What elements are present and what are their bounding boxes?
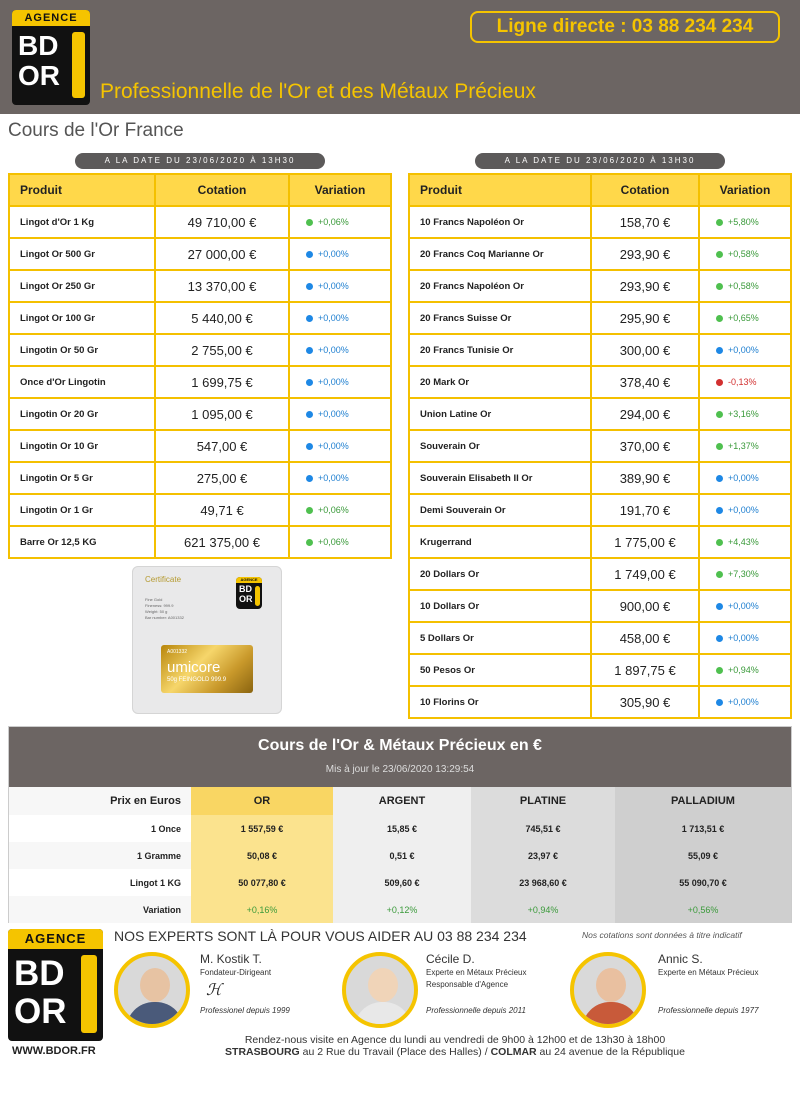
trend-dot-icon xyxy=(306,251,313,258)
logo-gold-bar xyxy=(81,955,97,1033)
product-variation: +0,58% xyxy=(728,249,759,259)
product-variation-cell xyxy=(289,526,391,558)
logo-bd-text: BD xyxy=(14,954,65,993)
price-row xyxy=(409,206,791,238)
header-banner xyxy=(0,0,800,114)
trend-dot-icon xyxy=(716,443,723,450)
product-variation: +0,58% xyxy=(728,281,759,291)
col-header-cotation: Cotation xyxy=(591,174,699,206)
product-name: 10 Francs Napoléon Or xyxy=(409,206,591,238)
metals-col-argent: ARGENT xyxy=(333,787,471,815)
product-variation-cell xyxy=(699,622,791,654)
product-name: Lingot d'Or 1 Kg xyxy=(9,206,155,238)
product-name: Lingotin Or 10 Gr xyxy=(9,430,155,462)
product-variation: +0,00% xyxy=(318,409,349,419)
product-price: 158,70 € xyxy=(591,206,699,238)
product-price: 1 749,00 € xyxy=(591,558,699,590)
price-palladium: 1 713,51 € xyxy=(615,815,791,842)
product-variation-cell xyxy=(699,494,791,526)
trend-dot-icon xyxy=(716,635,723,642)
trend-dot-icon xyxy=(716,507,723,514)
product-name: Souverain Or xyxy=(409,430,591,462)
product-price: 5 440,00 € xyxy=(155,302,289,334)
product-variation-cell xyxy=(699,654,791,686)
product-variation-cell xyxy=(289,270,391,302)
product-name: 10 Dollars Or xyxy=(409,590,591,622)
expert-avatar xyxy=(342,952,418,1028)
metals-col-palladium: PALLADIUM xyxy=(615,787,791,815)
row-label: 1 Once xyxy=(9,815,191,842)
city-strasbourg: STRASBOURG xyxy=(225,1046,300,1058)
trend-dot-icon xyxy=(306,379,313,386)
product-variation-cell xyxy=(699,462,791,494)
product-name: Krugerrand xyxy=(409,526,591,558)
price-row xyxy=(409,398,791,430)
trend-dot-icon xyxy=(306,283,313,290)
product-price: 389,90 € xyxy=(591,462,699,494)
expert-avatar xyxy=(570,952,646,1028)
trend-dot-icon xyxy=(716,603,723,610)
price-platine: 745,51 € xyxy=(471,815,615,842)
product-variation-cell xyxy=(699,558,791,590)
product-price: 13 370,00 € xyxy=(155,270,289,302)
col-header-variation: Variation xyxy=(289,174,391,206)
agency-addresses xyxy=(190,1046,720,1058)
product-variation: +0,94% xyxy=(728,665,759,675)
product-variation-cell xyxy=(699,206,791,238)
expert-role: Fondateur-Dirigeant xyxy=(200,968,272,977)
trend-dot-icon xyxy=(716,251,723,258)
product-price: 191,70 € xyxy=(591,494,699,526)
product-price: 621 375,00 € xyxy=(155,526,289,558)
price-row xyxy=(9,462,391,494)
bdor-mini-logo xyxy=(236,577,262,609)
product-price: 1 699,75 € xyxy=(155,366,289,398)
expert-since: Professionel depuis 1999 xyxy=(200,1006,290,1015)
product-variation: +0,00% xyxy=(318,377,349,387)
product-name: 20 Francs Suisse Or xyxy=(409,302,591,334)
expert-role-2: Responsable d'Agence xyxy=(426,980,509,989)
price-row xyxy=(409,238,791,270)
col-header-produit: Produit xyxy=(409,174,591,206)
trend-dot-icon xyxy=(716,379,723,386)
gold-ingot-image xyxy=(132,566,282,714)
spec-line: Fine Gold xyxy=(145,597,163,602)
product-price: 293,90 € xyxy=(591,238,699,270)
price-palladium: 55,09 € xyxy=(615,842,791,869)
address-colmar: au 24 avenue de la République xyxy=(536,1046,685,1058)
logo-or-text: OR xyxy=(18,60,60,91)
product-price: 293,90 € xyxy=(591,270,699,302)
spec-line: Fineness: 999.9 xyxy=(145,603,174,608)
col-header-variation: Variation xyxy=(699,174,791,206)
product-price: 294,00 € xyxy=(591,398,699,430)
product-price: 49 710,00 € xyxy=(155,206,289,238)
price-row xyxy=(409,654,791,686)
logo-agence-text: AGENCE xyxy=(236,577,262,583)
product-variation: +0,00% xyxy=(318,345,349,355)
product-name: Lingot Or 500 Gr xyxy=(9,238,155,270)
gold-bar xyxy=(161,645,253,693)
disclaimer: Nos cotations sont données à titre indicatif xyxy=(582,930,742,940)
trend-dot-icon xyxy=(306,347,313,354)
price-row xyxy=(9,430,391,462)
product-name: 5 Dollars Or xyxy=(409,622,591,654)
product-variation-cell xyxy=(699,686,791,718)
col-header-produit: Produit xyxy=(9,174,155,206)
price-row xyxy=(409,526,791,558)
metals-title: Cours de l'Or & Métaux Précieux en € xyxy=(258,737,542,754)
price-or: 1 557,59 € xyxy=(191,815,333,842)
bar-fineness: 50g FEINGOLD 999.9 xyxy=(167,677,227,683)
logo-gold-bar xyxy=(72,32,85,98)
expert-name: M. Kostik T. xyxy=(200,952,262,966)
product-price: 300,00 € xyxy=(591,334,699,366)
page-title: Cours de l'Or France xyxy=(8,120,184,141)
price-argent: 15,85 € xyxy=(333,815,471,842)
price-row xyxy=(409,494,791,526)
metals-col-or: OR xyxy=(191,787,333,815)
metals-col-platine: PLATINE xyxy=(471,787,615,815)
product-variation: +0,00% xyxy=(318,281,349,291)
product-variation: -0,13% xyxy=(728,377,757,387)
price-or: 50,08 € xyxy=(191,842,333,869)
price-or: 50 077,80 € xyxy=(191,869,333,896)
trend-dot-icon xyxy=(306,539,313,546)
logo-agence-text: AGENCE xyxy=(12,10,90,26)
spec-line: Weight: 50 g xyxy=(145,609,168,614)
product-variation: +0,00% xyxy=(728,473,759,483)
metals-row-lingot xyxy=(9,869,791,896)
price-row xyxy=(9,494,391,526)
variation-palladium: +0,56% xyxy=(615,896,791,923)
product-price: 1 095,00 € xyxy=(155,398,289,430)
product-price: 275,00 € xyxy=(155,462,289,494)
product-name: Souverain Elisabeth II Or xyxy=(409,462,591,494)
visit-info xyxy=(190,1034,720,1058)
logo-gold-bar xyxy=(255,586,260,606)
expert-avatar xyxy=(114,952,190,1028)
product-variation-cell xyxy=(289,238,391,270)
product-name: 20 Francs Napoléon Or xyxy=(409,270,591,302)
product-variation: +0,65% xyxy=(728,313,759,323)
product-variation: +7,30% xyxy=(728,569,759,579)
price-row xyxy=(409,270,791,302)
price-row xyxy=(9,270,391,302)
product-name: 20 Mark Or xyxy=(409,366,591,398)
metals-table xyxy=(9,787,791,923)
certificate-spec xyxy=(145,597,184,621)
product-variation-cell xyxy=(699,302,791,334)
col-header-cotation: Cotation xyxy=(155,174,289,206)
product-price: 27 000,00 € xyxy=(155,238,289,270)
expert-role: Experte en Métaux Précieux xyxy=(426,968,527,977)
certificate-label: Certificate xyxy=(145,575,182,584)
city-colmar: COLMAR xyxy=(490,1046,537,1058)
product-variation-cell xyxy=(699,398,791,430)
price-palladium: 55 090,70 € xyxy=(615,869,791,896)
phone-banner[interactable]: Ligne directe : 03 88 234 234 xyxy=(470,11,780,43)
row-label: Variation xyxy=(9,896,191,923)
variation-or: +0,16% xyxy=(191,896,333,923)
trend-dot-icon xyxy=(716,315,723,322)
product-variation: +3,16% xyxy=(728,409,759,419)
product-variation: +1,37% xyxy=(728,441,759,451)
product-variation: +0,00% xyxy=(318,313,349,323)
product-variation: +0,06% xyxy=(318,505,349,515)
metals-row-variation xyxy=(9,896,791,923)
metals-price-section xyxy=(8,726,792,923)
product-name: Once d'Or Lingotin xyxy=(9,366,155,398)
trend-dot-icon xyxy=(716,411,723,418)
product-variation-cell xyxy=(289,334,391,366)
bdor-logo[interactable] xyxy=(12,10,90,105)
trend-dot-icon xyxy=(716,571,723,578)
product-price: 900,00 € xyxy=(591,590,699,622)
product-variation: +0,06% xyxy=(318,537,349,547)
product-variation-cell xyxy=(289,206,391,238)
price-row xyxy=(9,366,391,398)
trend-dot-icon xyxy=(306,507,313,514)
trend-dot-icon xyxy=(716,475,723,482)
coin-price-table xyxy=(408,173,792,719)
trend-dot-icon xyxy=(716,219,723,226)
experts-title: NOS EXPERTS SONT LÀ POUR VOUS AIDER AU 03 88 234 234 xyxy=(114,928,527,944)
product-variation-cell xyxy=(699,366,791,398)
product-variation: +0,00% xyxy=(318,441,349,451)
trend-dot-icon xyxy=(716,699,723,706)
product-name: 20 Francs Coq Marianne Or xyxy=(409,238,591,270)
product-variation: +0,00% xyxy=(728,633,759,643)
price-row xyxy=(409,366,791,398)
trend-dot-icon xyxy=(716,667,723,674)
row-label: Lingot 1 KG xyxy=(9,869,191,896)
product-price: 2 755,00 € xyxy=(155,334,289,366)
product-name: Lingotin Or 20 Gr xyxy=(9,398,155,430)
price-row xyxy=(409,462,791,494)
product-variation: +0,06% xyxy=(318,217,349,227)
product-variation-cell xyxy=(699,334,791,366)
product-price: 49,71 € xyxy=(155,494,289,526)
price-row xyxy=(9,526,391,558)
product-price: 458,00 € xyxy=(591,622,699,654)
product-price: 370,00 € xyxy=(591,430,699,462)
avatar-torso xyxy=(354,1002,412,1028)
metals-row-gramme xyxy=(9,842,791,869)
product-name: 50 Pesos Or xyxy=(409,654,591,686)
opening-hours: Rendez-nous visite en Agence du lundi au vendredi de 9h00 à 12h00 et de 13h30 à 18h00 xyxy=(244,1034,666,1046)
product-variation-cell xyxy=(289,462,391,494)
product-name: Lingot Or 100 Gr xyxy=(9,302,155,334)
avatar-head xyxy=(368,968,398,1002)
expert-name: Cécile D. xyxy=(426,952,475,966)
product-variation: +0,00% xyxy=(318,249,349,259)
product-name: 20 Dollars Or xyxy=(409,558,591,590)
price-row xyxy=(409,430,791,462)
trend-dot-icon xyxy=(306,475,313,482)
price-platine: 23,97 € xyxy=(471,842,615,869)
product-variation-cell xyxy=(289,430,391,462)
product-name: Lingotin Or 50 Gr xyxy=(9,334,155,366)
price-row xyxy=(409,622,791,654)
bar-brand: umicore xyxy=(167,659,221,676)
product-name: Union Latine Or xyxy=(409,398,591,430)
product-variation-cell xyxy=(699,430,791,462)
product-name: 20 Francs Tunisie Or xyxy=(409,334,591,366)
price-row xyxy=(9,206,391,238)
product-name: Barre Or 12,5 KG xyxy=(9,526,155,558)
bdor-footer-logo[interactable] xyxy=(8,929,103,1041)
trend-dot-icon xyxy=(306,315,313,322)
price-row xyxy=(9,334,391,366)
product-name: Lingotin Or 1 Gr xyxy=(9,494,155,526)
price-platine: 23 968,60 € xyxy=(471,869,615,896)
variation-platine: +0,94% xyxy=(471,896,615,923)
logo-bd-text: BD xyxy=(18,30,59,61)
avatar-head xyxy=(140,968,170,1002)
product-variation: +5,80% xyxy=(728,217,759,227)
trend-dot-icon xyxy=(306,219,313,226)
expert-since: Professionnelle depuis 1977 xyxy=(658,1006,759,1015)
product-variation-cell xyxy=(289,494,391,526)
trend-dot-icon xyxy=(306,411,313,418)
price-argent: 0,51 € xyxy=(333,842,471,869)
price-row xyxy=(409,558,791,590)
product-variation: +0,00% xyxy=(728,697,759,707)
product-price: 305,90 € xyxy=(591,686,699,718)
address-strasbourg: au 2 Rue du Travail (Place des Halles) / xyxy=(299,1046,491,1058)
product-variation: +0,00% xyxy=(728,345,759,355)
signature-icon: ℋ xyxy=(206,982,222,999)
product-variation-cell xyxy=(289,398,391,430)
variation-argent: +0,12% xyxy=(333,896,471,923)
ingot-price-table xyxy=(8,173,392,559)
price-row xyxy=(9,302,391,334)
logo-bd-text: BD xyxy=(239,584,252,594)
product-name: Lingot Or 250 Gr xyxy=(9,270,155,302)
price-row xyxy=(9,238,391,270)
product-variation-cell xyxy=(699,590,791,622)
metals-col-label: Prix en Euros xyxy=(9,787,191,815)
logo-agence-text: AGENCE xyxy=(8,929,103,949)
expert-role: Experte en Métaux Précieux xyxy=(658,968,759,977)
product-variation: +4,43% xyxy=(728,537,759,547)
price-argent: 509,60 € xyxy=(333,869,471,896)
product-name: 10 Florins Or xyxy=(409,686,591,718)
price-row xyxy=(409,302,791,334)
expert-name: Annic S. xyxy=(658,952,703,966)
product-variation-cell xyxy=(699,526,791,558)
product-name: Demi Souverain Or xyxy=(409,494,591,526)
product-price: 1 897,75 € xyxy=(591,654,699,686)
logo-or-text: OR xyxy=(14,992,67,1031)
product-name: Lingotin Or 5 Gr xyxy=(9,462,155,494)
spec-line: Bar number: A001332 xyxy=(145,615,184,620)
product-price: 1 775,00 € xyxy=(591,526,699,558)
website-link[interactable]: WWW.BDOR.FR xyxy=(12,1045,96,1057)
product-price: 295,90 € xyxy=(591,302,699,334)
row-label: 1 Gramme xyxy=(9,842,191,869)
product-variation: +0,00% xyxy=(318,473,349,483)
price-row xyxy=(409,590,791,622)
trend-dot-icon xyxy=(716,539,723,546)
date-pill-right: A LA DATE DU 23/06/2020 À 13H30 xyxy=(475,153,725,169)
product-price: 547,00 € xyxy=(155,430,289,462)
price-row xyxy=(9,398,391,430)
avatar-head xyxy=(596,968,626,1002)
metals-updated: Mis à jour le 23/06/2020 13:29:54 xyxy=(325,764,475,775)
avatar-torso xyxy=(582,1002,640,1028)
product-price: 378,40 € xyxy=(591,366,699,398)
trend-dot-icon xyxy=(716,347,723,354)
date-pill-left: A LA DATE DU 23/06/2020 À 13H30 xyxy=(75,153,325,169)
metals-header-row xyxy=(9,787,791,815)
trend-dot-icon xyxy=(716,283,723,290)
product-variation-cell xyxy=(289,366,391,398)
bar-serial: A001332 xyxy=(167,649,188,655)
product-variation: +0,00% xyxy=(728,505,759,515)
product-variation-cell xyxy=(699,238,791,270)
avatar-torso xyxy=(126,1002,184,1028)
product-variation: +0,00% xyxy=(728,601,759,611)
metals-header xyxy=(9,727,791,787)
header-tagline: Professionnelle de l'Or et des Métaux Précieux xyxy=(100,80,536,103)
metals-row-once xyxy=(9,815,791,842)
price-row xyxy=(409,686,791,718)
expert-since: Professionnelle depuis 2011 xyxy=(426,1006,526,1015)
product-variation-cell xyxy=(289,302,391,334)
logo-or-text: OR xyxy=(239,594,253,604)
price-row xyxy=(409,334,791,366)
trend-dot-icon xyxy=(306,443,313,450)
product-variation-cell xyxy=(699,270,791,302)
